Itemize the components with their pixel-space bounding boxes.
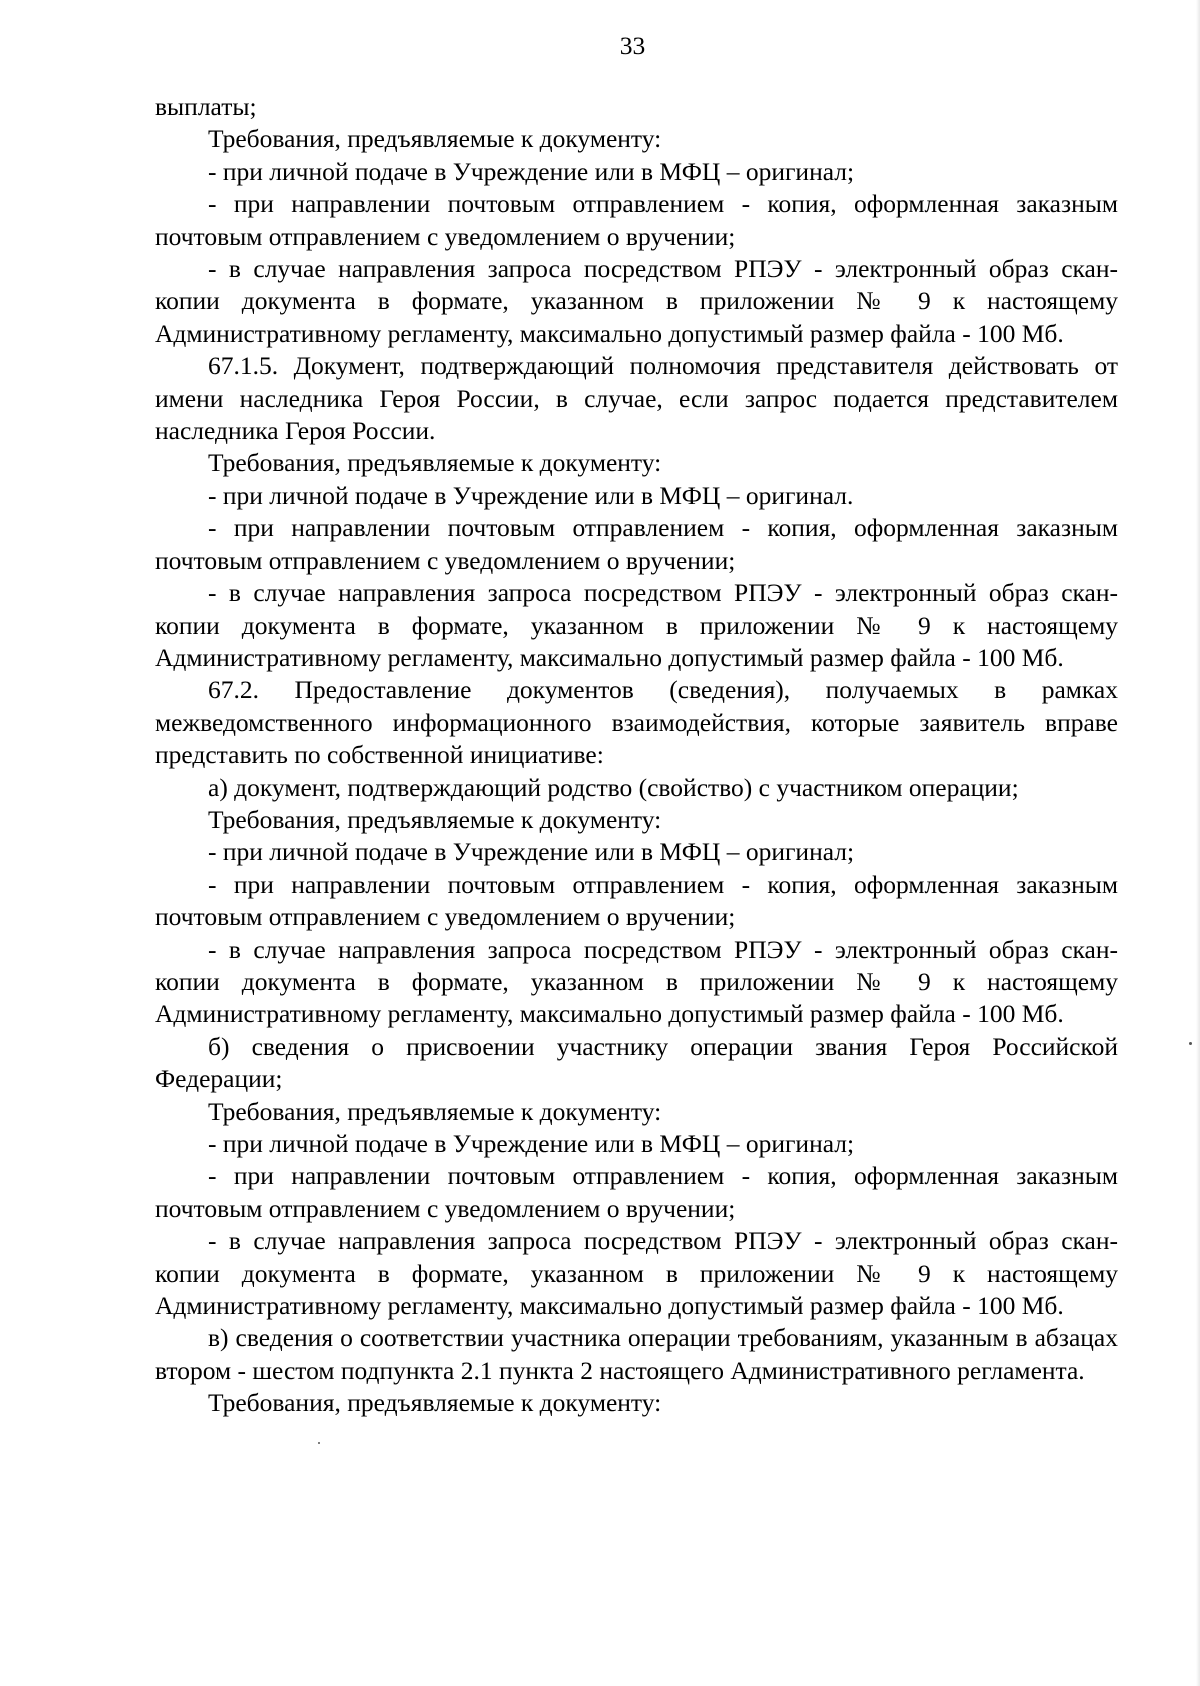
- paragraph: - при направлении почтовым отправлением - копия, оформленная заказным почтовым отправлением с уведомлением о вручении;: [155, 1161, 1118, 1223]
- scan-speck: [318, 1442, 320, 1444]
- paragraph: Требования, предъявляемые к документу:: [208, 124, 662, 154]
- paragraph: Требования, предъявляемые к документу:: [208, 1096, 662, 1126]
- paragraph: - при личной подаче в Учреждение или в МФЦ – оригинал;: [208, 1129, 855, 1158]
- scan-edge-shadow: [1196, 0, 1200, 1686]
- paragraph: выплаты;: [155, 92, 257, 121]
- paragraph: - в случае направления запроса посредством РПЭУ - электронный образ скан-копии документа в формате, указанном в приложении № 9 к настоящему Административному регламенту, максимально допустимый размер файла - 100 Мб.: [155, 1226, 1118, 1321]
- paragraph: 67.1.5. Документ, подтверждающий полномочия представителя действовать от имени наследника Героя России, в случае, если запрос подается представителем наследника Героя России.: [155, 351, 1118, 446]
- paragraph: - при личной подаче в Учреждение или в МФЦ – оригинал;: [208, 837, 855, 867]
- paragraph: - при направлении почтовым отправлением - копия, оформленная заказным почтовым отправлением с уведомлением о вручении;: [155, 869, 1118, 932]
- page-number: 33: [619, 31, 646, 60]
- paragraph: - при личной подаче в Учреждение или в МФЦ – оригинал;: [208, 156, 855, 186]
- paragraph: - в случае направления запроса посредством РПЭУ - электронный образ скан-копии документа в формате, указанном в приложении № 9 к настоящему Административному регламенту, максимально допустимый размер файла - 100 Мб.: [155, 934, 1118, 1029]
- paragraph: б) сведения о присвоении участнику операции звания Героя Российской Федерации;: [155, 1031, 1118, 1094]
- paragraph: 67.2. Предоставление документов (сведения), получаемых в рамках межведомственного информационного взаимодействия, которые заявитель вправе представить по собственной инициативе:: [155, 675, 1118, 770]
- scan-speck: [1189, 1042, 1192, 1045]
- paragraph: Требования, предъявляемые к документу:: [208, 804, 662, 834]
- paragraph: - при направлении почтовым отправлением - копия, оформленная заказным почтовым отправлением с уведомлением о вручении;: [155, 189, 1118, 251]
- document-body: [155, 91, 1118, 1420]
- paragraph: - в случае направления запроса посредством РПЭУ - электронный образ скан-копии документа в формате, указанном в приложении № 9 к настоящему Административному регламенту, максимально допустимый размер файла - 100 Мб.: [155, 578, 1118, 672]
- paragraph: - при личной подаче в Учреждение или в МФЦ – оригинал.: [208, 480, 854, 510]
- paragraph: - в случае направления запроса посредством РПЭУ - электронный образ скан-копии документа в формате, указанном в приложении № 9 к настоящему Административному регламенту, максимально допустимый размер файла - 100 Мб.: [155, 254, 1118, 348]
- paragraph: а) документ, подтверждающий родство (свойство) с участником операции;: [208, 772, 1019, 802]
- paragraph: Требования, предъявляемые к документу:: [208, 448, 662, 478]
- paragraph: - при направлении почтовым отправлением - копия, оформленная заказным почтовым отправлением с уведомлением о вручении;: [155, 513, 1118, 575]
- paragraph: в) сведения о соответствии участника операции требованиям, указанным в абзацах втором - шестом подпункта 2.1 пункта 2 настоящего Административного регламента.: [155, 1323, 1118, 1385]
- paragraph: Требования, предъявляемые к документу:: [208, 1388, 662, 1418]
